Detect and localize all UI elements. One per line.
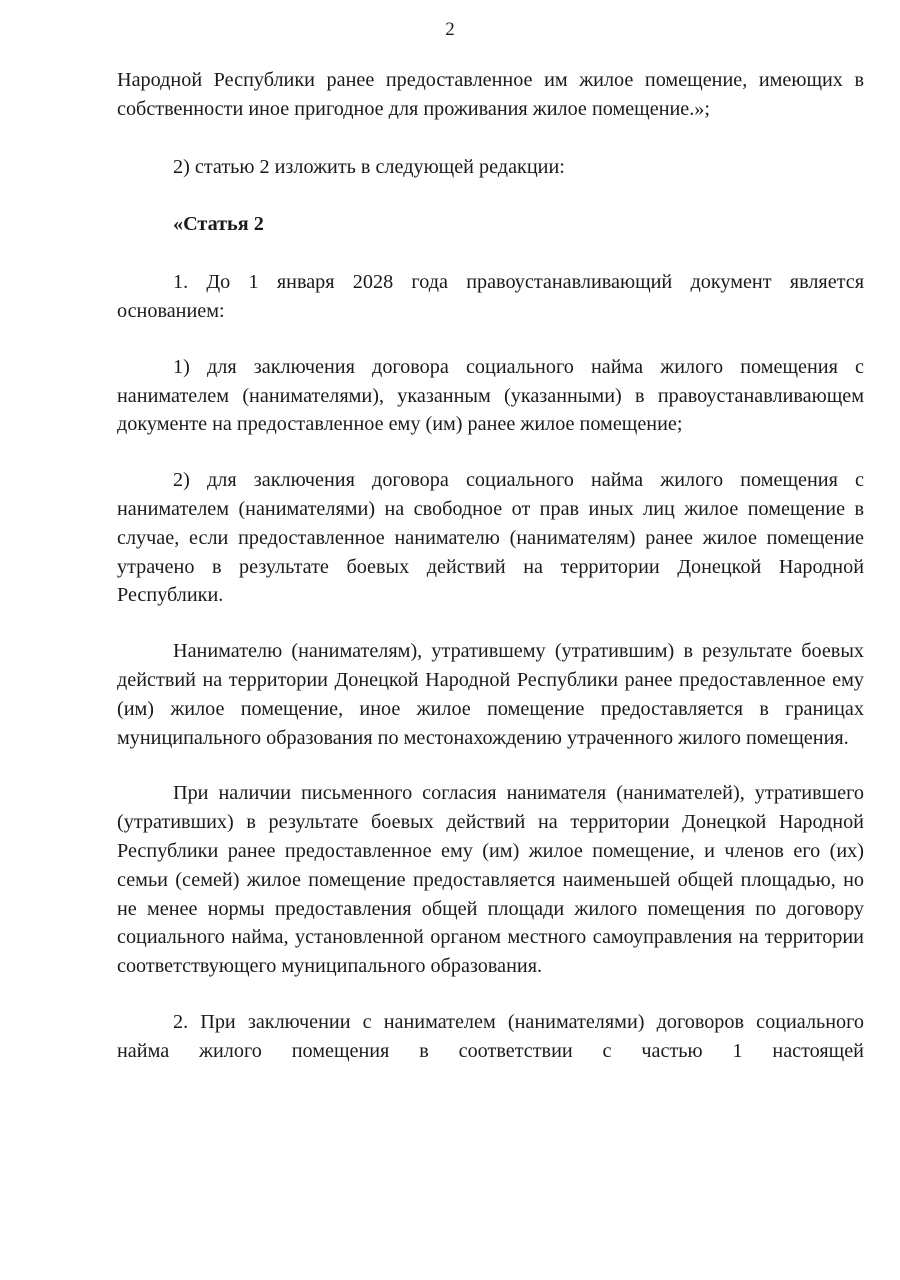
paragraph-amendment-item: 2) статью 2 изложить в следующей редакции: xyxy=(173,155,565,178)
paragraph-written-consent: При наличии письменного согласия нанимателя (нанимателей), утратившего (утративших) в результате боевых действий на территории Донецкой Народной Республики ранее предоставленное ему (им) жилое помещение, и членов его (их) семьи (семей) жилое помещение предоставляется наименьшей общей площадью, но не менее нормы предоставления общей площади жилого помещения по договору социального найма, установленной органом местного самоуправления на территории соответствующего муниципального образования. xyxy=(117,782,864,978)
paragraph-subitem-2: 2) для заключения договора социального найма жилого помещения с нанимателем (нанимателями) на свободное от прав иных лиц жилое помещение в случае, если предоставленное нанимателю (нанимателям) ранее жилое помещение утрачено в результате боевых действий на территории Донецкой Народной Республики. xyxy=(117,469,864,607)
paragraph-article-part-2: 2. При заключении с нанимателем (нанимателями) договоров социального найма жилого помещения в соответствии с частью 1 настоящей xyxy=(117,1010,864,1062)
paragraph-article-part-1: 1. До 1 января 2028 года правоустанавливающий документ является основанием: xyxy=(117,271,864,322)
paragraph-continuation: Народной Республики ранее предоставленное им жилое помещение, имеющих в собственности иное пригодное для проживания жилое помещение.»; xyxy=(117,69,864,120)
paragraph-subitem-1: 1) для заключения договора социального найма жилого помещения с нанимателем (нанимателями), указанным (указанными) в правоустанавливающем документе на предоставленное ему (им) ранее жилое помещение; xyxy=(117,355,864,436)
article-heading: «Статья 2 xyxy=(173,213,264,236)
document-body xyxy=(117,66,864,1066)
paragraph-lost-housing: Нанимателю (нанимателям), утратившему (утратившим) в результате боевых действий на территории Донецкой Народной Республики ранее предоставленное ему (им) жилое помещение, иное жилое помещение предоставляется в границах муниципального образования по местонахождению утраченного жилого помещения. xyxy=(117,640,864,749)
page-number: 2 xyxy=(445,19,455,40)
